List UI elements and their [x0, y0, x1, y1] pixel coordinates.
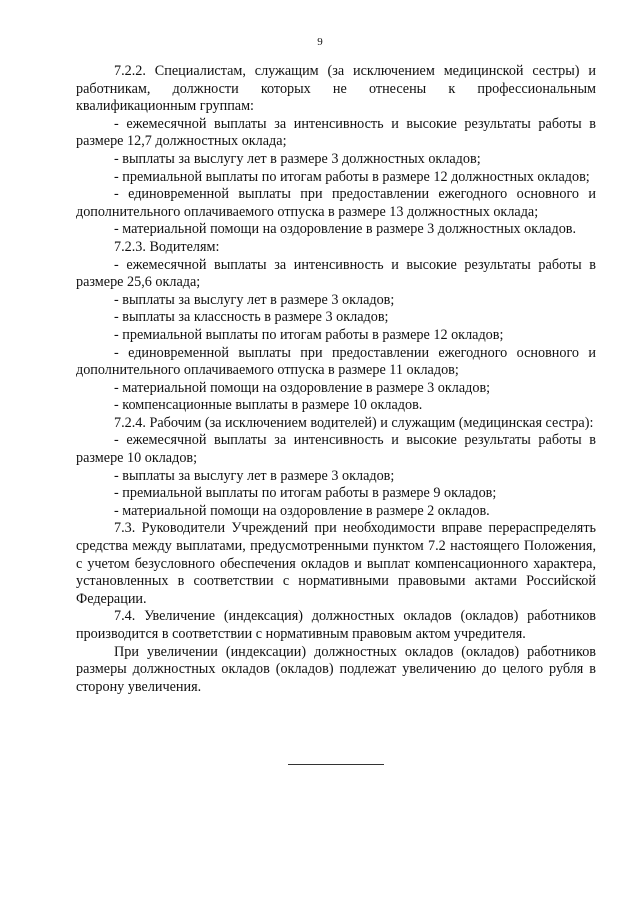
page-number: 9	[317, 36, 323, 48]
paragraph-7-2-2-heading: 7.2.2. Специалистам, служащим (за исключением медицинской сестры) и работникам, должности которых не отнесены к профессиональным квалификационным группам:	[76, 63, 596, 115]
paragraph-7-2-4-heading: 7.2.4. Рабочим (за исключением водителей) и служащим (медицинская сестра):	[114, 414, 594, 431]
paragraph-7-2-3-heading: 7.2.3. Водителям:	[114, 238, 220, 255]
list-item: - выплаты за выслугу лет в размере 3 окладов;	[114, 467, 395, 484]
list-item: - единовременной выплаты при предоставлении ежегодного основного и дополнительного оплачиваемого отпуска в размере 13 должностных оклада;	[76, 186, 596, 220]
paragraph-7-3: 7.3. Руководители Учреждений при необходимости вправе перераспределять средства между выплатами, предусмотренными пунктом 7.2 настоящего Положения, с учетом безусловного обеспечения окладов и выплат компенсационного характера, установленных в соответствии с нормативными правовыми актами Российской Федерации.	[76, 520, 596, 607]
list-item: - выплаты за классность в размере 3 окладов;	[114, 309, 389, 326]
list-item: - ежемесячной выплаты за интенсивность и высокие результаты работы в размере 12,7 должностных оклада;	[76, 115, 596, 150]
list-item: - выплаты за выслугу лет в размере 3 должностных окладов;	[114, 150, 481, 167]
list-item: - материальной помощи на оздоровление в размере 3 должностных окладов.	[114, 221, 577, 238]
list-item: - компенсационные выплаты в размере 10 окладов.	[114, 397, 423, 414]
list-item: - материальной помощи на оздоровление в размере 3 окладов;	[114, 379, 491, 396]
list-item: - ежемесячной выплаты за интенсивность и высокие результаты работы в размере 10 окладов;	[76, 432, 596, 467]
list-item: - выплаты за выслугу лет в размере 3 окладов;	[114, 291, 395, 308]
list-item: - единовременной выплаты при предоставлении ежегодного основного и дополнительного оплачиваемого отпуска в размере 11 окладов;	[76, 344, 596, 379]
paragraph-rounding: При увеличении (индексации) должностных окладов (окладов) работников размеры должностных окладов (окладов) подлежат увеличению до целого рубля в сторону увеличения.	[76, 643, 596, 695]
paragraph-7-4: 7.4. Увеличение (индексация) должностных окладов (окладов) работников производится в соответствии с нормативным правовым актом учредителя.	[76, 608, 596, 642]
list-item: - премиальной выплаты по итогам работы в размере 9 окладов;	[114, 485, 497, 502]
list-item: - материальной помощи на оздоровление в размере 2 окладов.	[114, 502, 490, 519]
end-divider	[288, 764, 384, 765]
document-body	[76, 63, 596, 696]
list-item: - ежемесячной выплаты за интенсивность и высокие результаты работы в размере 25,6 оклада;	[76, 256, 596, 291]
list-item: - премиальной выплаты по итогам работы в размере 12 окладов;	[114, 326, 504, 343]
list-item: - премиальной выплаты по итогам работы в размере 12 должностных окладов;	[114, 168, 590, 185]
